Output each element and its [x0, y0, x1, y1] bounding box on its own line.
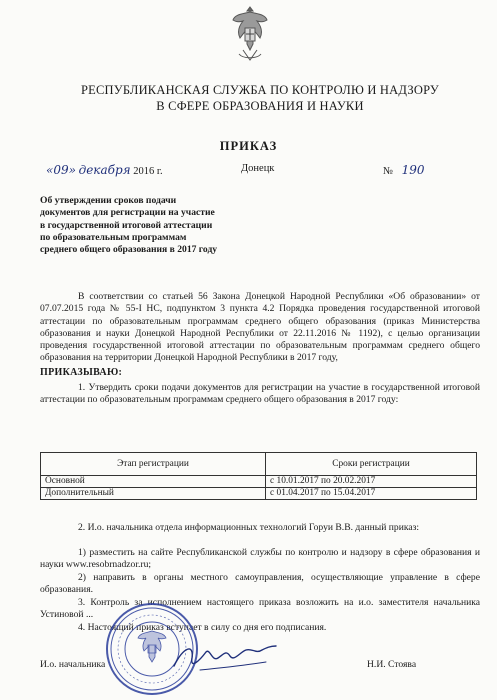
- document-subject: Об утверждении сроков подачи документов для регистрации на участие в государственной итоговой аттестации по образовательным программам среднего общего образования в 2017 году: [40, 195, 218, 256]
- coat-of-arms-eagle-icon: [231, 4, 269, 66]
- order-heading: ПРИКАЗЫВАЮ:: [40, 367, 123, 378]
- document-number: [383, 163, 425, 177]
- table-cell-dates: с 10.01.2017 по 20.02.2017: [266, 476, 477, 488]
- number-value: 190: [401, 163, 425, 177]
- order-item-2: 2. И.о. начальника отдела информационных технологий Горуи В.В. данный приказ:: [78, 522, 420, 533]
- order-item-4: 4. Настоящий приказ вступает в силу со дня его подписания.: [78, 622, 327, 633]
- table-cell-stage: Дополнительный: [41, 488, 266, 500]
- table-header-row: [41, 453, 477, 476]
- order-item-2-2: 2) направить в органы местного самоуправления, осуществляющие управление в сфере образования.: [40, 572, 480, 596]
- order-item-1: 1. Утвердить сроки подачи документов для регистрации на участие в государственной итоговой аттестации по образовательным программам среднего общего образования в 2017 году:: [40, 382, 480, 406]
- order-item-2-1: 1) разместить на сайте Республиканской службы по контролю и надзору в сфере образования и науки www.resobrnadzor.ru;: [40, 547, 480, 571]
- date-month: декабря: [78, 163, 131, 177]
- signatory-name: Н.И. Стоява: [367, 659, 417, 670]
- preamble-paragraph: В соответствии со статьей 56 Закона Донецкой Народной Республики «Об образовании» от 07.07.2015 года № 55-І НС, подпунктом 3 пункта 4.2 Порядка проведения государственной итоговой аттестации по образовательным программам среднего общего образования (приказ Министерства образования и науки Донецкой Народной Республики от 22.11.2016 № 1192), с целью организации проведения государственной итоговой аттестации по образовательным программам среднего общего образования на территории Донецкой Народной Республики в 2017 году,: [40, 291, 480, 364]
- date-close-quote: »: [68, 163, 76, 177]
- number-sign: №: [383, 166, 394, 177]
- document-title: ПРИКАЗ: [219, 139, 278, 153]
- table-cell-stage: Основной: [41, 476, 266, 488]
- signatory-position: И.о. начальника: [40, 659, 106, 670]
- table-header-stage: Этап регистрации: [41, 453, 266, 476]
- document-date: [46, 163, 163, 177]
- order-item-3: 3. Контроль за исполнением настоящего приказа возложить на и.о. заместителя начальника Устиновой ...: [40, 597, 480, 621]
- table-cell-dates: с 01.04.2017 по 15.04.2017: [266, 488, 477, 500]
- handwritten-signature: [170, 640, 280, 680]
- organization-name-line2: В СФЕРЕ ОБРАЗОВАНИЯ И НАУКИ: [156, 99, 364, 113]
- date-day: 09: [53, 163, 69, 177]
- table-row: [41, 488, 477, 500]
- registration-table: [40, 452, 477, 500]
- organization-name: [40, 82, 480, 114]
- table-header-dates: Сроки регистрации: [266, 453, 477, 476]
- date-open-quote: «: [46, 163, 54, 177]
- date-year: 2016 г.: [133, 166, 163, 177]
- organization-name-line1: РЕСПУБЛИКАНСКАЯ СЛУЖБА ПО КОНТРОЛЮ И НАДЗОРУ: [81, 83, 439, 97]
- document-city: Донецк: [241, 163, 275, 174]
- table-row: [41, 476, 477, 488]
